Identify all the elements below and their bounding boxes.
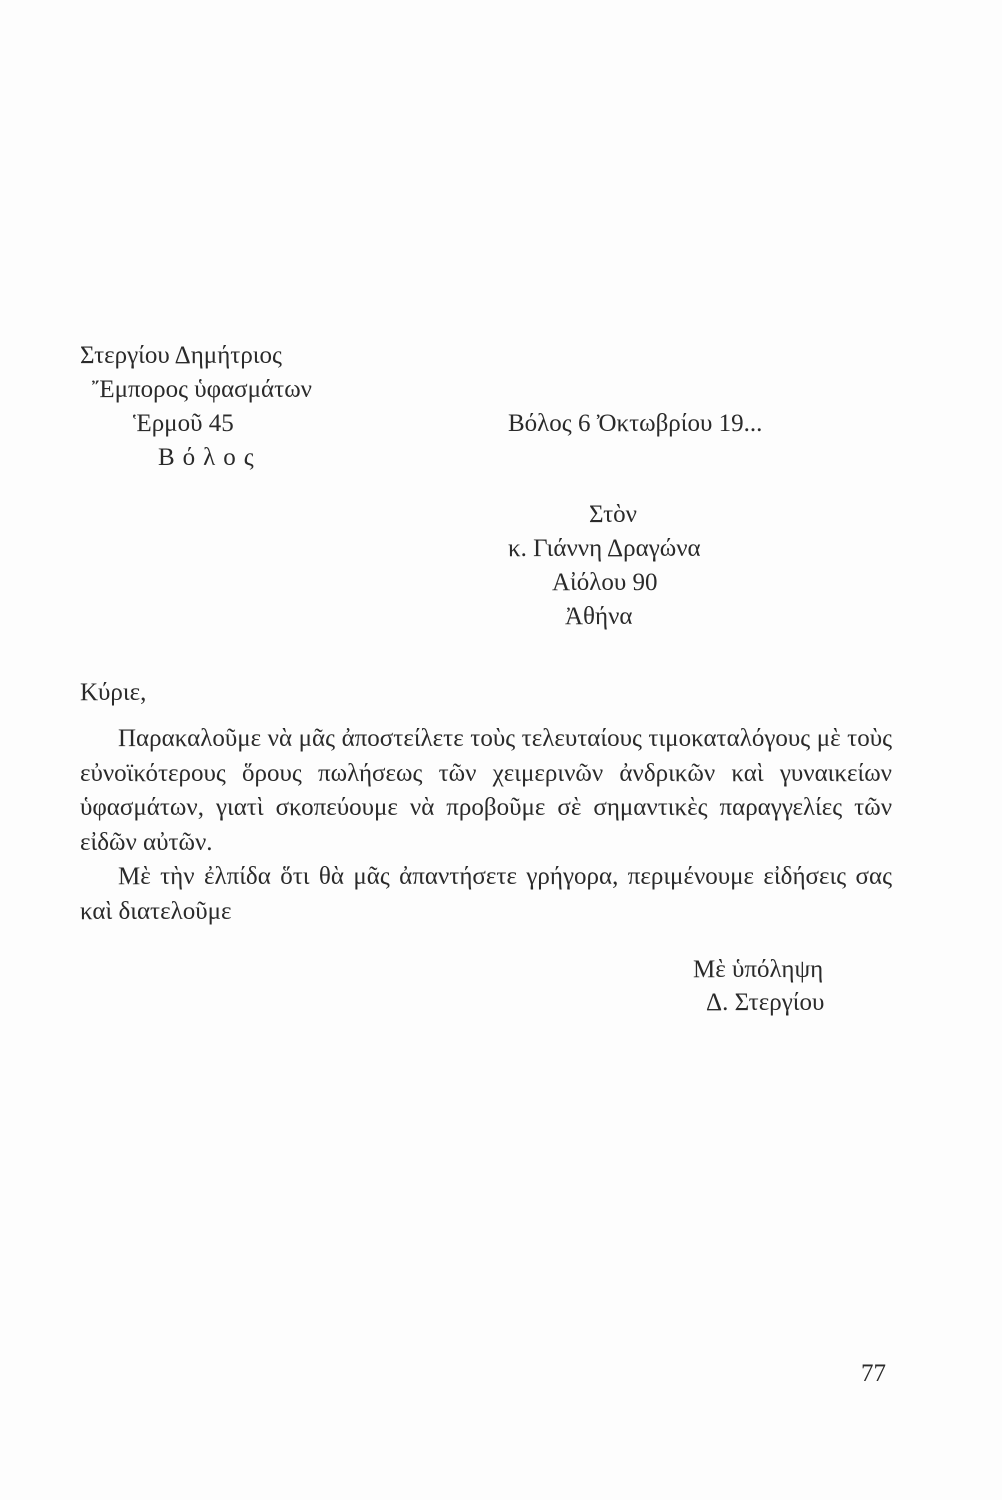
recipient-to: Στὸν <box>589 501 637 528</box>
letter-body <box>80 722 892 929</box>
sender-name: Στεργίου Δημήτριος <box>80 342 282 369</box>
salutation: Κύριε, <box>80 679 147 706</box>
sender-city: Βόλος <box>158 444 262 471</box>
sender-occupation: Ἔμπορος ὑφασμάτων <box>92 376 312 403</box>
body-paragraph-2: Μὲ τὴν ἐλπίδα ὅτι θὰ μᾶς ἀπαντήσετε γρήγορα, περιμένουμε εἰδήσεις σας καὶ διατελοῦμε <box>80 863 892 925</box>
date-line: Βόλος 6 Ὀκτωβρίου 19... <box>508 410 763 437</box>
signature: Δ. Στεργίου <box>706 989 825 1016</box>
recipient-name: κ. Γιάννη Δραγώνα <box>508 535 701 562</box>
body-paragraph-1: Παρακαλοῦμε νὰ μᾶς ἀποστείλετε τοὺς τελευταίους τιμοκαταλόγους μὲ τοὺς εὐνοϊκότερους ὅρους πωλήσεως τῶν χειμερινῶν ἀνδρικῶν καὶ γυναικείων ὑφασμάτων, γιατὶ σκοπεύουμε νὰ προβοῦμε σὲ σημαντικὲς παραγγελίες τῶν εἰδῶν αὐτῶν. <box>80 725 892 856</box>
page-number: 77 <box>861 1360 886 1387</box>
sender-street: Ἑρμοῦ 45 <box>133 410 234 437</box>
recipient-street: Αἰόλου 90 <box>552 569 658 596</box>
closing-phrase: Μὲ ὑπόληψη <box>693 956 824 983</box>
recipient-city: Ἀθήνα <box>565 603 633 630</box>
